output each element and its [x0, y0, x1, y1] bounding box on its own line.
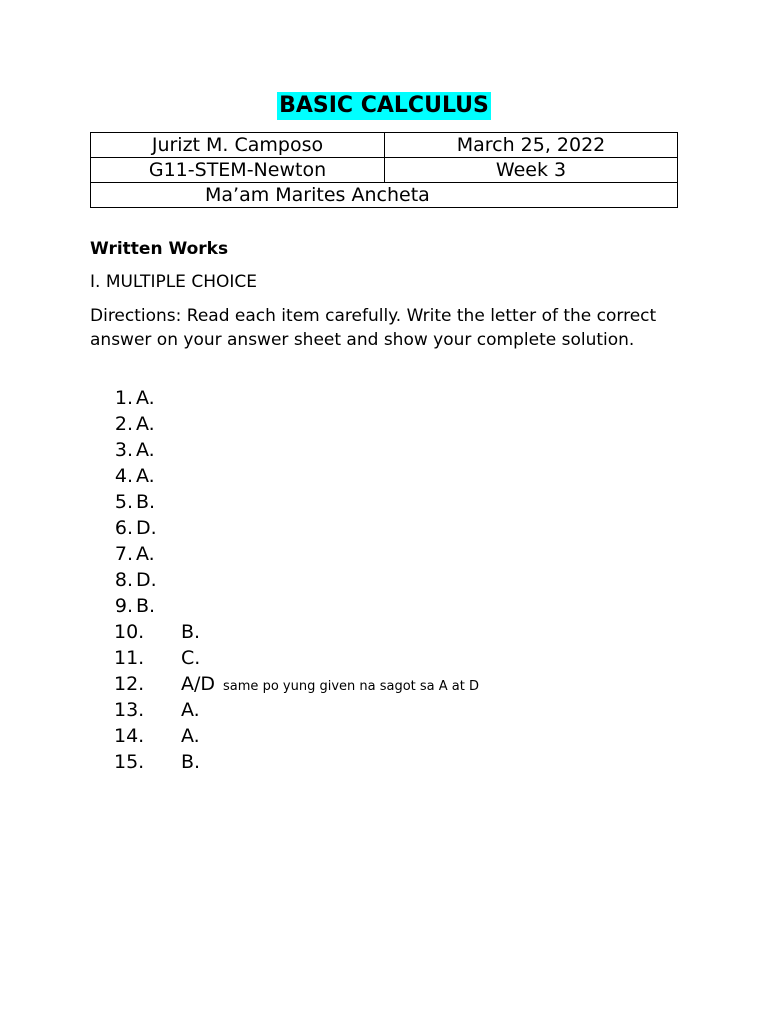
answer-note: same po yung given na sagot sa A at D: [223, 679, 480, 694]
answer-letter: D.: [136, 517, 157, 539]
info-row: [91, 158, 678, 183]
answer-letter: A.: [136, 387, 155, 409]
answer-letter: A/D same po yung given na sagot sa A at D: [181, 673, 480, 695]
answer-number: 14.: [114, 725, 145, 747]
part-label: I. MULTIPLE CHOICE: [90, 272, 257, 292]
teacher-name: Ma’am Marites Ancheta: [91, 183, 678, 208]
answer-number: 10.: [114, 621, 145, 643]
answer-number: 7.: [114, 543, 133, 565]
week: Week 3: [385, 158, 678, 183]
answer-letter: B.: [181, 751, 201, 773]
answer-number: 1.: [114, 387, 133, 409]
answer-number: 11.: [114, 647, 145, 669]
answer-letter: A.: [136, 413, 155, 435]
info-row: [91, 183, 678, 208]
answer-number: 2.: [114, 413, 133, 435]
section-heading: Written Works: [90, 239, 229, 259]
directions-text: Directions: Read each item carefully. Write the letter of the correct answer on your answer sheet and show your complete solution.: [90, 306, 657, 350]
answer-letter: B.: [181, 621, 201, 643]
answer-letter: A.: [181, 725, 200, 747]
answer-letter: B.: [136, 595, 156, 617]
answer-number: 15.: [114, 751, 145, 773]
answer-number: 6.: [114, 517, 133, 539]
answer-number: 8.: [114, 569, 133, 591]
title-wrapper: [0, 92, 768, 120]
date: March 25, 2022: [385, 133, 678, 158]
answer-letter: A.: [181, 699, 200, 721]
answer-letter: A.: [136, 465, 155, 487]
page-title: BASIC CALCULUS: [279, 93, 489, 118]
answer-number: 3.: [114, 439, 133, 461]
answer-number: 4.: [114, 465, 133, 487]
answer-number: 13.: [114, 699, 145, 721]
answer-letter: B.: [136, 491, 156, 513]
student-name: Jurizt M. Camposo: [91, 133, 385, 158]
answer-letter: A.: [136, 543, 155, 565]
info-row: [91, 133, 678, 158]
class-section: G11-STEM-Newton: [91, 158, 385, 183]
answer-letter: D.: [136, 569, 157, 591]
info-table: [90, 132, 678, 208]
answer-letter: C.: [181, 647, 201, 669]
answer-letter: A.: [136, 439, 155, 461]
answer-number: 9.: [114, 595, 133, 617]
answer-number: 5.: [114, 491, 133, 513]
answer-number: 12.: [114, 673, 145, 695]
